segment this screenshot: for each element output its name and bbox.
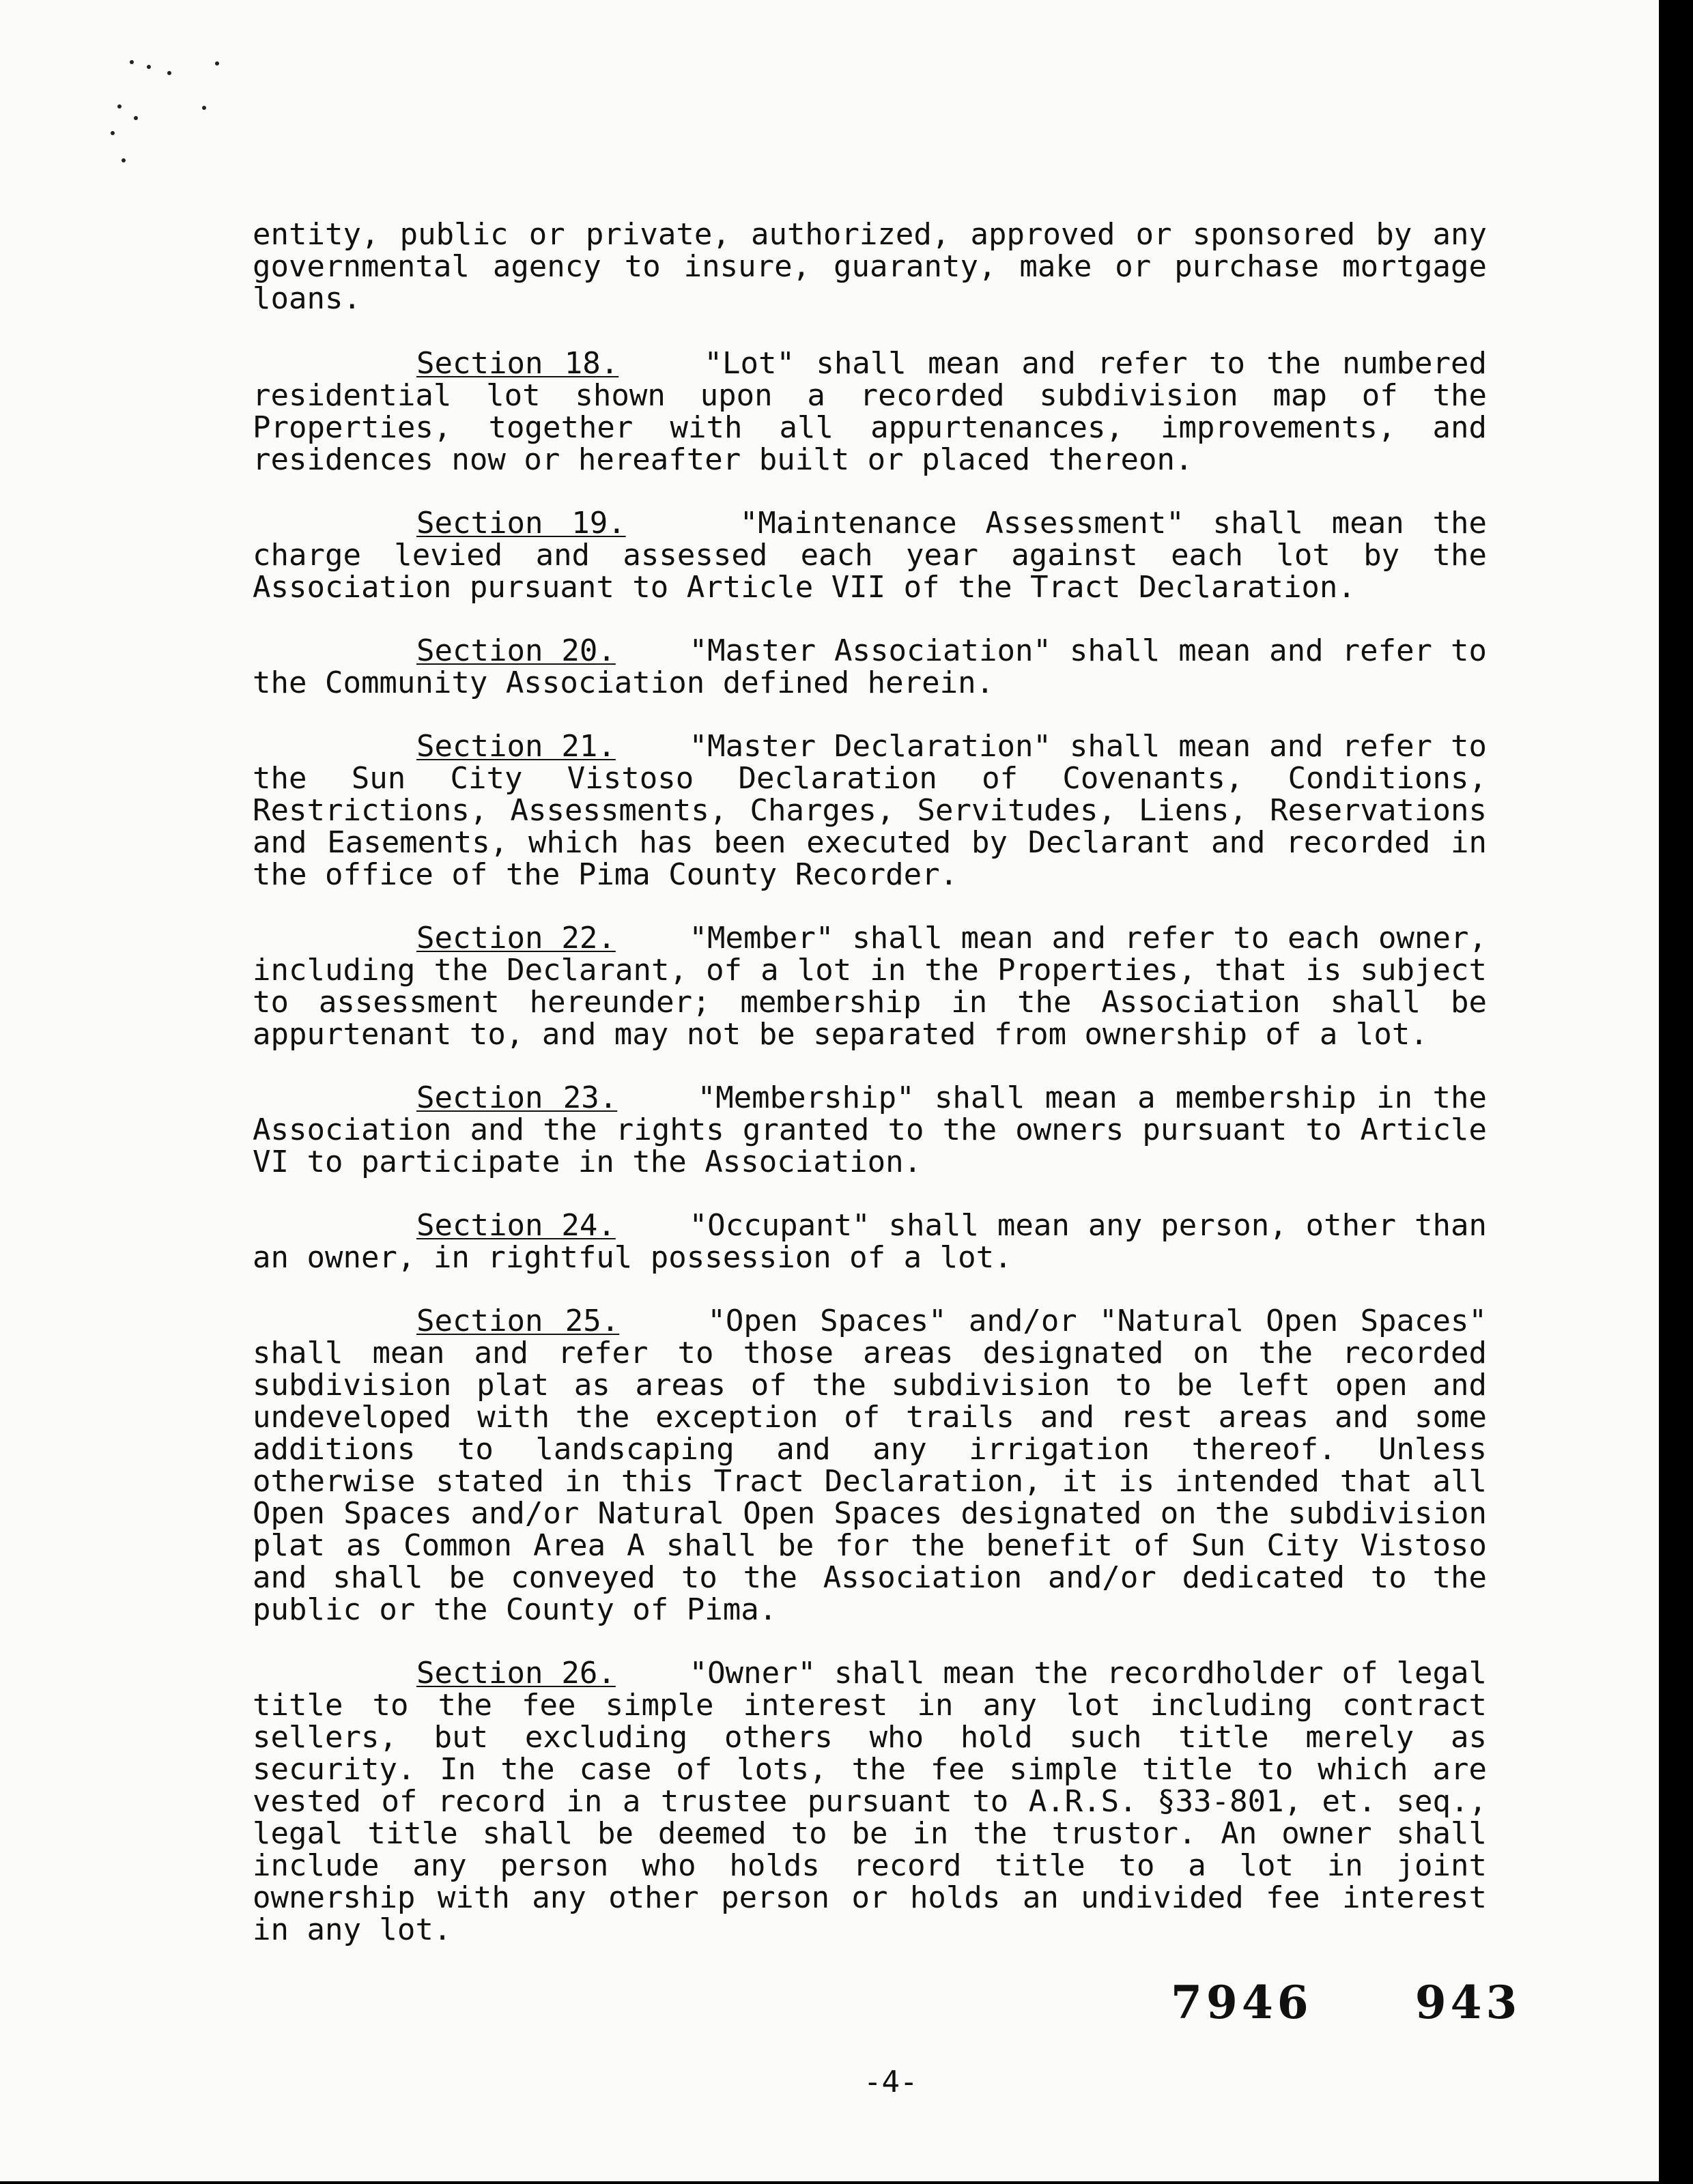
section-22-paragraph <box>253 922 1487 1050</box>
section-text: "Maintenance Assessment" shall mean the charge levied and assessed each year against each lot by the Association pursuant to Article VII of the Tract Declaration. <box>253 506 1487 605</box>
section-heading: Section 18. <box>416 346 619 381</box>
section-heading: Section 20. <box>416 633 616 668</box>
scan-speck <box>117 104 122 109</box>
document-body <box>253 218 1487 1977</box>
section-23-paragraph <box>253 1082 1487 1178</box>
section-21-paragraph <box>253 730 1487 891</box>
section-heading: Section 21. <box>416 729 616 764</box>
section-heading: Section 25. <box>416 1304 620 1338</box>
scan-speck <box>215 61 219 66</box>
section-text: "Member" shall mean and refer to each owner, including the Declarant, of a lot in the Properties, that is subject to assessment hereunder; membership in the Association shall be appurtenant to, and may not be separated from ownership of a lot. <box>253 921 1487 1052</box>
section-20-paragraph <box>253 635 1487 699</box>
scan-speck <box>130 60 134 64</box>
section-text: "Occupant" shall mean any person, other than an owner, in rightful possession of a lot. <box>253 1208 1487 1275</box>
scan-speck <box>167 71 171 75</box>
scan-speck <box>147 65 151 69</box>
page-number: -4- <box>864 2065 918 2099</box>
section-text: "Membership" shall mean a membership in the Association and the rights granted to the owners pursuant to Article VI to participate in the Association. <box>253 1080 1487 1179</box>
section-heading: Section 23. <box>416 1080 618 1115</box>
section-text: "Master Declaration" shall mean and refer to the Sun City Vistoso Declaration of Covenants, Conditions, Restrictions, Assessments, Charges, Servitudes, Liens, Reservations and Easements, which has been executed by Declarant and recorded in the office of the Pima County Recorder. <box>253 729 1487 892</box>
section-heading: Section 19. <box>416 506 626 541</box>
scan-speck <box>134 116 138 120</box>
scan-speck <box>202 106 206 110</box>
section-19-paragraph <box>253 507 1487 603</box>
section-text: "Lot" shall mean and refer to the numbered residential lot shown upon a recorded subdivision map of the Properties, together with all appurtenances, improvements, and residences now or hereafter built or placed thereon. <box>253 346 1487 477</box>
section-heading: Section 24. <box>416 1208 616 1243</box>
section-text: "Open Spaces" and/or "Natural Open Spaces" shall mean and refer to those areas designated on the recorded subdivision plat as areas of the subdivision to be left open and undeveloped with the exception of trails and rest areas and some additions to landscaping and any irrigation thereof. Unless otherwise stated in this Tract Declaration, it is intended that all Open Spaces and/or Natural Open Spaces designated on the subdivision plat as Common Area A shall be for the benefit of Sun City Vistoso and shall be conveyed to the Association and/or dedicated to the public or the County of Pima. <box>253 1304 1487 1627</box>
opening-paragraph: entity, public or private, authorized, approved or sponsored by any governmental agency to insure, guaranty, make or purchase mortgage loans. <box>253 217 1487 316</box>
section-24-paragraph <box>253 1209 1487 1274</box>
section-25-paragraph <box>253 1305 1487 1626</box>
scan-speck <box>122 158 126 162</box>
book-number: 7946 <box>1171 1976 1313 2029</box>
section-18-paragraph <box>253 347 1487 476</box>
section-text: "Owner" shall mean the recordholder of legal title to the fee simple interest in any lot including contract sellers, but excluding others who hold such title merely as security. In the case of lots, the fee simple title to which are vested of record in a trustee pursuant to A.R.S. §33-801, et. seq., legal title shall be deemed to be in the trustor. An owner shall include any person who holds record title to a lot in joint ownership with any other person or holds an undivided fee interest in any lot. <box>253 1656 1487 1947</box>
book-page-stamp <box>1171 1976 1521 2029</box>
scan-speck <box>111 131 115 135</box>
page-stamp-number: 943 <box>1414 1976 1522 2029</box>
section-heading: Section 26. <box>416 1656 616 1691</box>
section-heading: Section 22. <box>416 921 616 956</box>
section-text: "Master Association" shall mean and refer to the Community Association defined herein. <box>253 633 1487 700</box>
section-26-paragraph <box>253 1657 1487 1946</box>
